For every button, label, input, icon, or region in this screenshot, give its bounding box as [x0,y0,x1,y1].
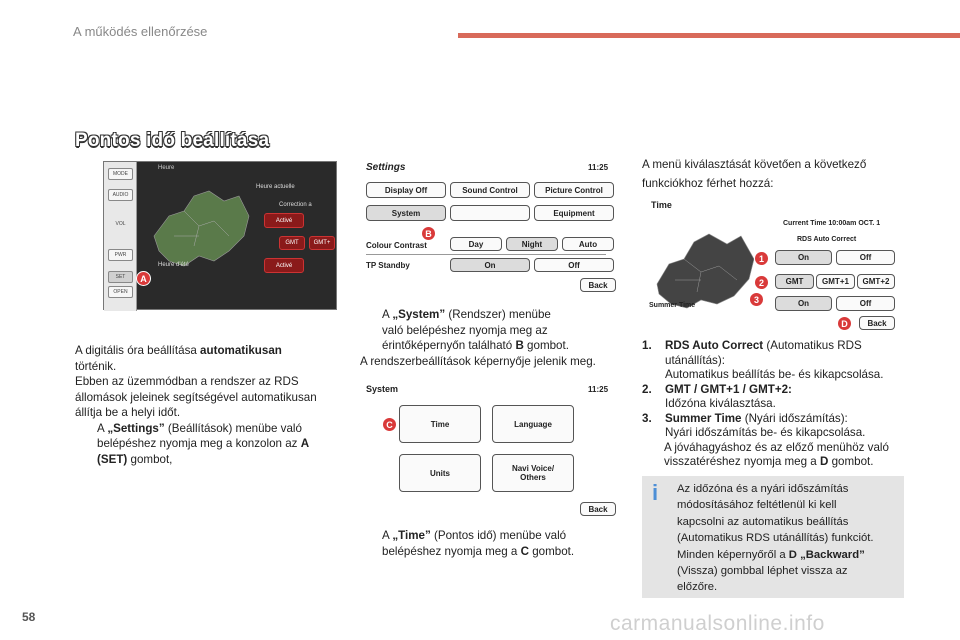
bullet-text: érintőképernyőn található [382,339,513,352]
back-button: Back [580,278,616,292]
europe-map-image [144,176,254,276]
left-column-text [75,343,340,467]
label-summer: Heure d'été [158,262,189,268]
page-number: 58 [22,610,36,624]
gmt-button: GMT [775,274,814,289]
bullet-text: visszatéréshez nyomja meg a [664,455,817,468]
bullet-prefix: A [382,308,390,321]
vol-label: VOL [115,221,126,227]
info-text [677,481,899,596]
bullet-text: (Beállítások) menübe való [167,421,302,435]
settings-term: „Settings” [107,421,165,435]
screen-title: Heure [158,165,175,171]
info-line: Minden képernyőről a [677,548,786,561]
time-title: Time [651,200,672,210]
colour-contrast-label: Colour Contrast [366,241,427,250]
marker-a: A [136,271,151,286]
item-text: utánállítás): [665,353,725,367]
marker-3: 3 [749,292,764,307]
item-number: 1. [642,339,652,352]
navi-voice-button: Navi Voice/ Others [492,454,574,492]
divider [366,254,606,255]
info-line: Az időzóna és a nyári időszámítás [677,483,849,495]
marker-b: B [421,226,436,241]
marker-1: 1 [754,251,769,266]
info-line: (Vissza) gombbal léphet vissza az [677,565,848,578]
back-button: Back [580,502,616,516]
intro-line-2: történik. [75,359,117,373]
info-line: módosításához feltétlenül ki kell [677,499,837,512]
summer-off-button: Off [836,296,895,311]
intro-text: A digitális óra beállítása [75,344,197,357]
set-button: SET [108,271,133,283]
equipment-button: Equipment [534,205,614,221]
gmt1-button: GMT+1 [816,274,855,289]
current-time-text: Current Time 10:00am OCT. 1 [783,220,881,227]
summer-time-term: Summer Time [665,411,742,425]
rds-auto-correct-label: RDS Auto Correct [797,236,857,243]
para-line: Ebben az üzemmódban a rendszer az RDS [75,375,299,388]
item-text: (Automatikus RDS [766,339,862,352]
page-title: Pontos idő beállítása [75,130,270,151]
bullet-text: való belépéshez nyomja meg az [382,323,548,337]
on-button: On [450,258,530,272]
system-title: System [366,384,399,394]
picture-control-button: Picture Control [534,182,614,198]
system-button: System [366,205,446,221]
item-text: (Nyári időszámítás): [744,411,848,425]
system-screen-figure [358,381,618,518]
right-numbered-list [642,339,912,470]
gmt-term: GMT / GMT+1 / GMT+2: [665,382,792,396]
item-text: Automatikus beállítás be- és kikapcsolása. [665,368,884,381]
right-intro-text [642,157,912,191]
intro-bold: automatikusan [200,344,282,357]
auto-button: Auto [562,237,614,251]
units-button: Units [399,454,481,492]
language-button: Language [492,405,574,443]
info-line: (Automatikus RDS utánállítás) funkciót. [677,532,874,545]
display-off-button: Display Off [366,182,446,198]
settings-clock: 11:25 [588,163,609,172]
info-line: kapcsolni az automatikus beállítás [677,515,849,528]
tp-standby-label: TP Standby [366,261,410,270]
mode-button: MODE [108,168,133,180]
marker-d: D [837,316,852,331]
gmt-plus-button: GMT+ [309,236,335,250]
section-header: A működés ellenőrzése [73,24,208,39]
open-button: OPEN [108,286,133,298]
summer-on-button: On [775,296,832,311]
settings-screen-figure [358,161,617,296]
europe-map-image [649,214,759,310]
active-button-2: Activé [264,258,304,273]
empty-button [450,205,530,221]
off-button: Off [534,258,614,272]
system-term: „System” [392,308,446,321]
intro-line: funkciókhoz férhet hozzá: [642,176,774,190]
bullet-prefix: A [382,529,390,542]
info-icon: i [652,480,659,505]
watermark: carmanualsonline.info [610,612,825,635]
console-figure [103,161,337,310]
gmt2-button: GMT+2 [857,274,895,289]
time-button: Time [399,405,481,443]
key-d: D [819,455,829,468]
label-correction: Correction a [279,202,312,208]
item-text: Nyári időszámítás be- és kikapcsolása. [665,426,866,439]
bullet-text: gombot. [527,339,569,352]
item-number: 3. [642,411,652,425]
info-line: előzőre. [677,581,718,594]
bullet-text: gombot, [130,452,173,466]
sound-control-button: Sound Control [450,182,530,198]
backward-term: D „Backward” [788,548,865,561]
marker-c: C [382,417,397,432]
rds-auto-correct-term: RDS Auto Correct [665,339,764,352]
system-clock: 11:25 [588,385,609,394]
audio-button: AUDIO [108,189,133,201]
bullet-text: belépéshez nyomja meg a [382,544,518,558]
console-panel [104,162,137,311]
bullet-prefix: A [97,421,105,435]
pwr-button: PWR [108,249,133,261]
summer-time-label: Summer Time [649,302,696,309]
intro-line: A menü kiválasztását követően a következő [642,158,867,171]
gmt-button: GMT [279,236,305,250]
set-term: (SET) [97,452,128,466]
bullet-text: gombot. [831,455,874,468]
bullet-text: (Pontos idő) menübe való [434,529,567,542]
key-c: C [520,544,529,558]
key-b: B [515,339,524,352]
para-line: állítja be a helyi időt. [75,406,181,419]
rds-on-button: On [775,250,832,265]
rds-off-button: Off [836,250,895,265]
header-rule [458,33,960,38]
marker-2: 2 [754,275,769,290]
bullet-text: A jóváhagyáshoz és az előző menühöz való [664,440,889,454]
night-button: Night [506,237,558,251]
key-a: A [300,437,310,450]
bullet-text: belépéshez nyomja meg a konzolon az [97,437,298,450]
bullet-text: (Rendszer) menübe [448,308,551,321]
item-number: 2. [642,382,652,396]
day-button: Day [450,237,502,251]
active-button-1: Activé [264,213,304,228]
middle-column-text-2 [360,528,630,559]
item-text: Időzóna kiválasztása. [665,397,776,410]
settings-title: Settings [366,162,406,173]
para-line: állomások jeleinek segítségével automatikusan [75,390,317,404]
time-screen-figure [645,198,900,336]
time-term: „Time” [392,529,431,542]
middle-column-text-1 [360,307,630,369]
back-button: Back [859,316,895,330]
after-text: A rendszerbeállítások képernyője jelenik meg. [360,354,596,368]
bullet-text: gombot. [532,544,575,558]
label-current-time: Heure actuelle [256,184,295,190]
